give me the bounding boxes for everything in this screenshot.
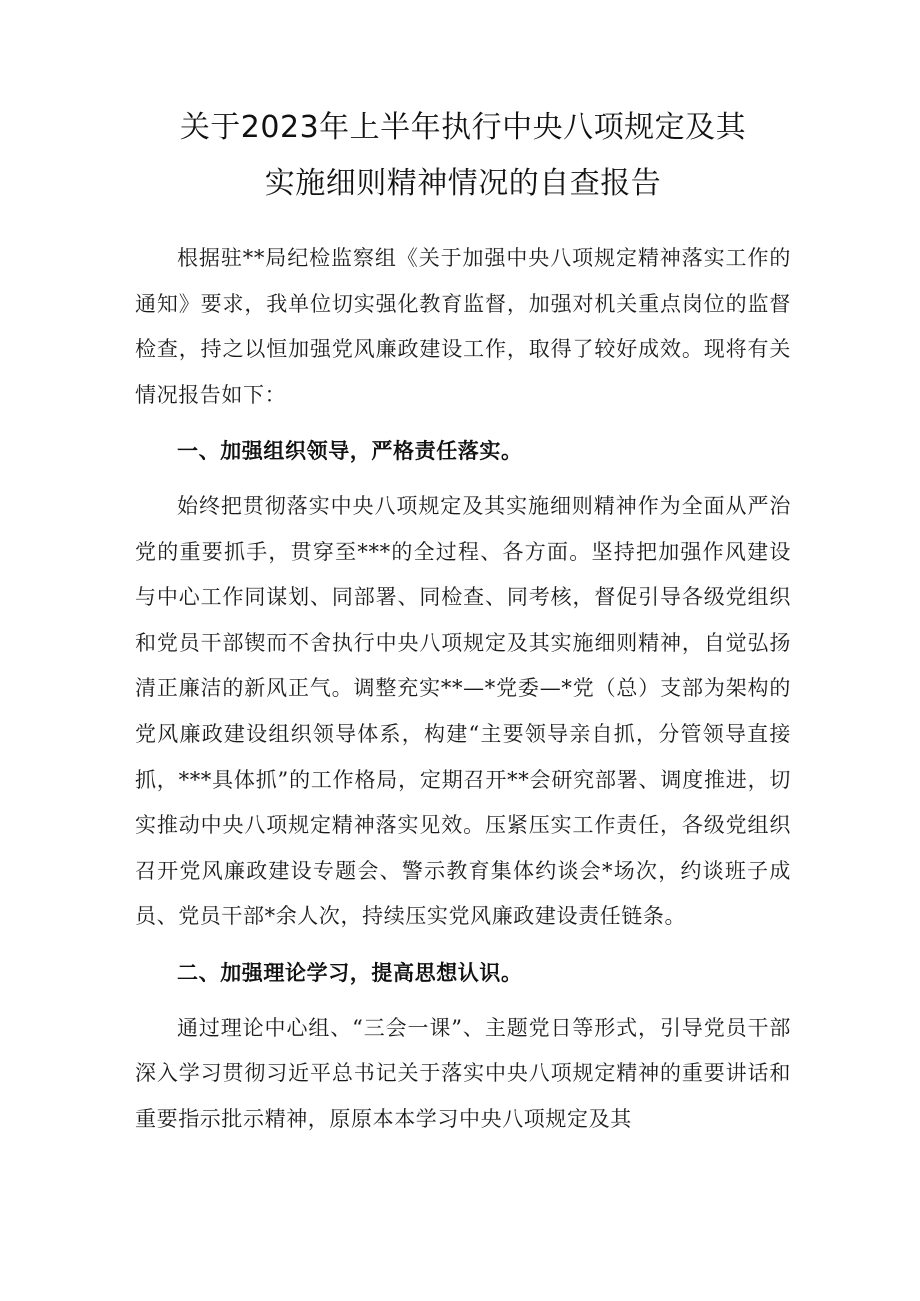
title-line-1: 关于2023年上半年执行中央八项规定及其	[179, 110, 747, 145]
title-line-2: 实施细则精神情况的自查报告	[264, 166, 662, 201]
section-heading-1: 一、加强组织领导，严格责任落实。	[177, 438, 523, 464]
intro-paragraph: 根据驻**局纪检监察组《关于加强中央八项规定精神落实工作的通知》要求，我单位切实强化教育监督，加强对机关重点岗位的监督检查，持之以恒加强党风廉政建设工作，取得了较好成效。现将有关情况报告如下：	[135, 246, 791, 407]
section-heading-2: 二、加强理论学习，提高思想认识。	[177, 959, 523, 985]
document-page	[135, 100, 791, 1142]
document-body	[135, 236, 791, 1142]
section-1-paragraph: 始终把贯彻落实中央八项规定及其实施细则精神作为全面从严治党的重要抓手，贯穿至***的全过程、各方面。坚持把加强作风建设与中心工作同谋划、同部署、同检查、同考核，督促引导各级党组织和党员干部锲而不舍执行中央八项规定及其实施细则精神，自觉弘扬清正廉洁的新风正气。调整充实**—*党委—*党（总）支部为架构的党风廉政建设组织领导体系，构建“主要领导亲自抓，分管领导直接抓，***具体抓”的工作格局，定期召开**会研究部署、调度推进，切实推动中央八项规定精神落实见效。压紧压实工作责任，各级党组织召开党风廉政建设专题会、警示教育集体约谈会*场次，约谈班子成员、党员干部*余人次，持续压实党风廉政建设责任链条。	[135, 493, 791, 929]
section-2-paragraph: 通过理论中心组、“三会一课”、主题党日等形式，引导党员干部深入学习贯彻习近平总书记关于落实中央八项规定精神的重要讲话和重要指示批示精神，原原本本学习中央八项规定及其	[135, 1015, 791, 1131]
document-title	[135, 100, 791, 212]
